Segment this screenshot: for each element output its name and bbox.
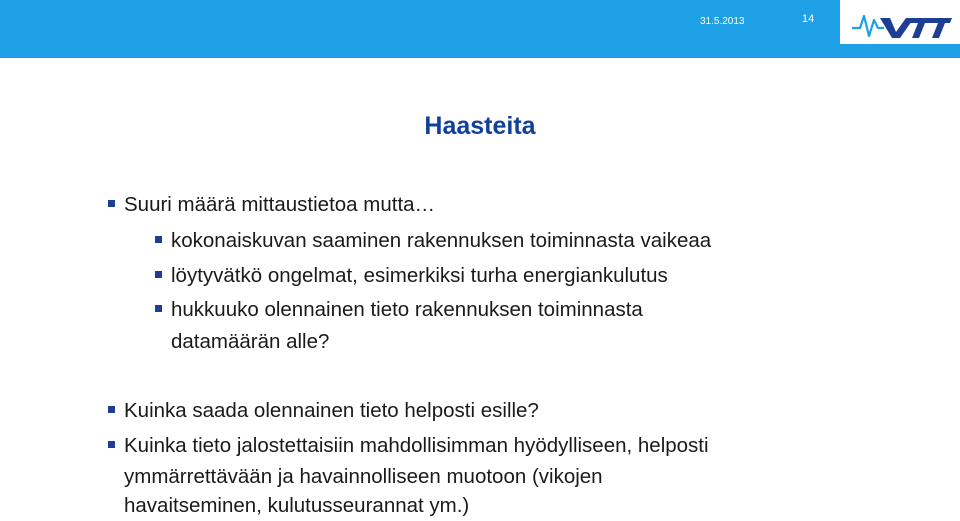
list-item-continuation: ymmärrettävään ja havainnolliseen muotoon (vikojen — [124, 465, 603, 488]
header-bar — [0, 0, 960, 58]
bullet-marker — [108, 200, 115, 207]
bullet-marker — [155, 236, 162, 243]
list-item-continuation: datamäärän alle? — [171, 330, 330, 353]
vtt-logo — [840, 0, 960, 44]
page-number: 14 — [802, 13, 815, 25]
list-item: löytyvätkö ongelmat, esimerkiksi turha energiankulutus — [171, 264, 668, 287]
bullet-marker — [155, 305, 162, 312]
slide-title-text: Haasteita — [424, 112, 536, 140]
slide-date: 31.5.2013 — [700, 16, 745, 27]
bullet-marker — [108, 441, 115, 448]
list-item: hukkuuko olennainen tieto rakennuksen toiminnasta — [171, 298, 643, 321]
bullet-marker — [108, 406, 115, 413]
list-item: kokonaiskuvan saaminen rakennuksen toiminnasta vaikeaa — [171, 229, 712, 252]
list-item-continuation: havaitseminen, kulutusseurannat ym.) — [124, 494, 470, 517]
list-item: Kuinka tieto jalostettaisiin mahdollisimman hyödylliseen, helposti — [124, 434, 709, 457]
bullet-marker — [155, 271, 162, 278]
list-item: Kuinka saada olennainen tieto helposti esille? — [124, 399, 539, 422]
slide-title — [0, 112, 960, 141]
vtt-logo-icon — [850, 6, 954, 42]
list-item: Suuri määrä mittaustietoa mutta… — [124, 193, 436, 216]
